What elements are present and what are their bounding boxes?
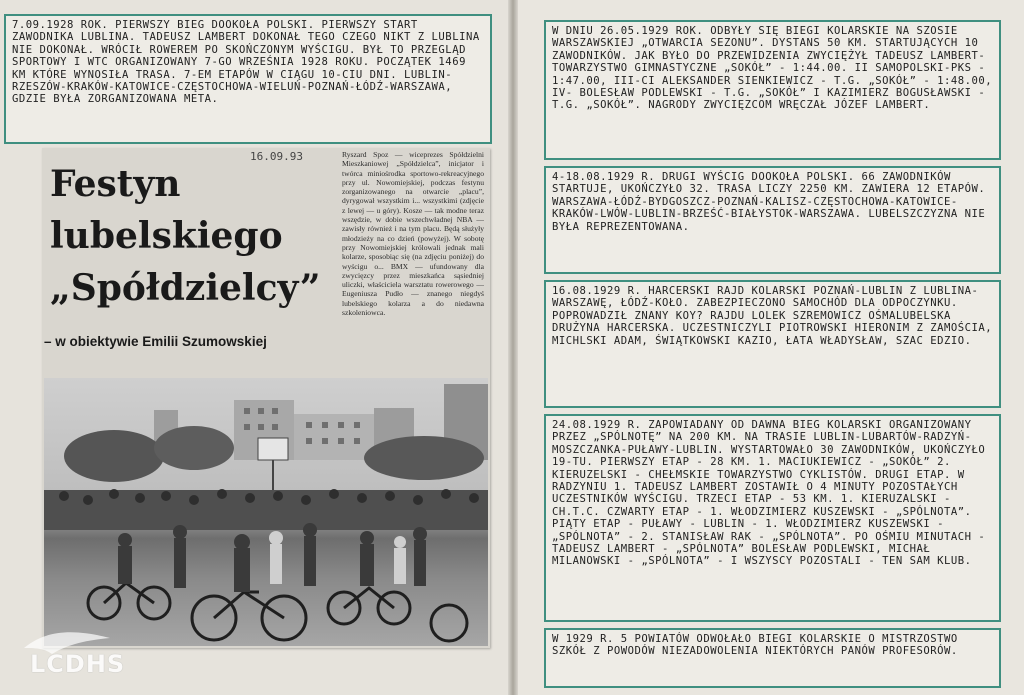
album-spine [508,0,518,695]
note-1929-season-opening [544,20,1001,160]
note-1929-second-tour [544,166,1001,274]
note-text: 24.08.1929 R. ZAPOWIADANY OD DAWNA BIEG KOLARSKI ORGANIZOWANY PRZEZ „SPÓLNOTĘ” NA 200 KM. NA TRASIE LUBLIN-LUBARTÓW-RADZYŃ-MOSZCZANKA-PUŁAWY-LUBLIN. WYSTARTOWAŁO 30 ZAWODNIKÓW, UKOŃCZYŁO 19-TU. PIERWSZY ETAP - 28 KM. 1. MACIUKIEWICZ - „SOKÓŁ” 2. KIERUZELSKI - CHEŁMSKIE TOWARZYSTWO CYKLISTÓW. DRUGI ETAP. W RADZYNIU 1. TADEUSZ LAMBERT ZOSTAWIŁ O 4 MINUTY POZOSTAŁYCH UCZESTNIKÓW WYŚCIGU. TRZECI ETAP - 53 KM. 1. KIERUZALSKI - CH.T.C. CZWARTY ETAP - 1. WŁODZIMIERZ KUSZEWSKI - „SPÓLNOTA”. PIĄTY ETAP - PUŁAWY - LUBLIN - 1. WŁODZIMIERZ KUSZEWSKI - „SPÓLNOTA” - 2. STANISŁAW RAK - „SPÓLNOTA”. PO OŚMIU MINUTACH - TADEUSZ LAMBERT - „SPÓLNOTA” BOLESŁAW PODLEWSKI, MICHAŁ MILANOWSKI - „SPÓLNOTA” - I WSZYSCY POZOSTALI - TEN SAM KLUB. [552,419,986,568]
note-text: 16.08.1929 R. HARCERSKI RAJD KOLARSKI POZNAŃ-LUBLIN Z LUBLINA-WARSZAWĘ, ŁÓDŹ-KOŁO. ZABEZPIECZONO SAMOCHÓD DLA ODPOCZYNKU. POPROWADZIŁ ZNANY KOY? RAJDU LOLEK SZREMOWICZ OŚMALUBELSKA DRUŻYNA HARCERSKA. UCZESTNICZYLI PIOTROWSKI HIERONIM Z ZAMOŚCIA, MICHLSKI ADAM, ŚWIĄTKOWSKI KAZIO, ŁATA WŁADYSŁAW, SZAC EDZIO. [552,285,993,347]
note-1929-spolnota-race [544,414,1001,622]
clipping-photo [44,378,488,646]
note-1929-school-races [544,628,1001,688]
newspaper-clipping [42,148,490,648]
note-1928-first-tour [4,14,492,144]
note-1929-scout-rally [544,280,1001,408]
clipping-article: Ryszard Spoz — wiceprezes Spółdzielni Mieszkaniowej „Spółdzielca”, inicjator i twórca miniośrodka sportowo-rekreacyjnego przy ul. Nowomiejskiej, podczas festynu zorganizowanego na otwarcie „placu”, dyrygował wszystkim i... wszystkimi (zdjęcie z lewej — u góry). Kosze — tak modne teraz wszędzie, w dobie wszechwładnej NBA — zawisły również i na tym placu. Będą służyły młodzieży na co dzień (powyżej). W sobotę przy Nowomiejskiej królowali jednak mali kolarze, sposobiąc się (na zdjęciu poniżej) do wyścigu o... BMX — ufundowany dla zwycięzcy przez mieszkańca sąsiedniej uliczki, właściciela warsztatu rowerowego — Eugeniusza Pudło — znanego niegdyś lubelskiego kolarza a do niedawna szkoleniowca. [342,150,484,318]
logo-text: LCDHS [30,650,126,678]
note-text: 7.09.1928 ROK. PIERWSZY BIEG DOOKOŁA POLSKI. PIERWSZY START ZAWODNIKA LUBLINA. TADEUSZ LAMBERT DOKONAŁ TEGO CZEGO NIKT Z LUBLINA NIE DOKONAŁ. WRÓCIŁ ROWEREM PO SKOŃCZONYM WYŚCIGU. BYŁ TO PRZEGLĄD SPORTOWY I WTC ORGANIZOWANY 7-GO WRZEŚNIA 1928 ROKU. POCZĄTEK 1469 KM KTÓRE WYNOSIŁA TRASA. 7-EM ETAPÓW W CIĄGU 10-CIU DNI. LUBLIN-RZESZÓW-KRAKÓW-KATOWICE-CZĘSTOCHOWA-WIELUŃ-POZNAŃ-ŁÓDŹ-WARSZAWA, GDZIE BYŁA ZORGANIZOWANA META. [12,19,480,106]
cyclists-photo-illustration [44,378,488,646]
clipping-headline: Festyn lubelskiego „Spółdzielcy” [50,163,321,309]
clipping-date: 16.09.93 [250,150,303,163]
note-text: W 1929 R. 5 POWIATÓW ODWOŁAŁO BIEGI KOLARSKIE O MISTRZOSTWO SZKÓŁ Z POWODÓW NIEZADOWOLENIA NIEKTÓRYCH PANÓW PROFESORÓW. [552,633,958,658]
note-text: 4-18.08.1929 R. DRUGI WYŚCIG DOOKOŁA POLSKI. 66 ZAWODNIKÓW STARTUJE, UKOŃCZYŁO 32. TRASA LICZY 2250 KM. ZAWIERA 12 ETAPÓW. WARSZAWA-ŁÓDŹ-BYDGOSZCZ-POZNAŃ-KALISZ-CZĘSTOCHOWA-KATOWICE-KRAKÓW-LWÓW-LUBLIN-BRZEŚĆ-BIAŁYSTOK-WARSZAWA. LUBELSZCZYZNA NIE BYŁA REPREZENTOWANA. [552,171,986,233]
note-text: W DNIU 26.05.1929 ROK. ODBYŁY SIĘ BIEGI KOLARSKIE NA SZOSIE WARSZAWSKIEJ „OTWARCIA SEZONU”. DYSTANS 50 KM. STARTUJĄCYCH 10 ZAWODNIKÓW. JAK BYŁO DO PRZEWIDZENIA ZWYCIĘŻYŁ TADEUSZ LAMBERT-TOWARZYSTWO GIMNASTYCZNE „SOKÓŁ” - 1:44.00. II SAMOPOLSKI-PKS - 1:47.00, III-CI ALEKSANDER SIENKIEWICZ - T.G. „SOKÓŁ” - 1:48.00, IV- BOLESŁAW PODLEWSKI - T.G. „SOKÓŁ” I KAZIMIERZ BOGUSŁAWSKI - T.G. „SOKÓŁ”. NAGRODY ZWYCIĘZCOM WRĘCZAŁ JÓZEF LAMBERT. [552,25,993,112]
clipping-subhead: – w obiektywie Emilii Szumowskiej [44,334,267,349]
